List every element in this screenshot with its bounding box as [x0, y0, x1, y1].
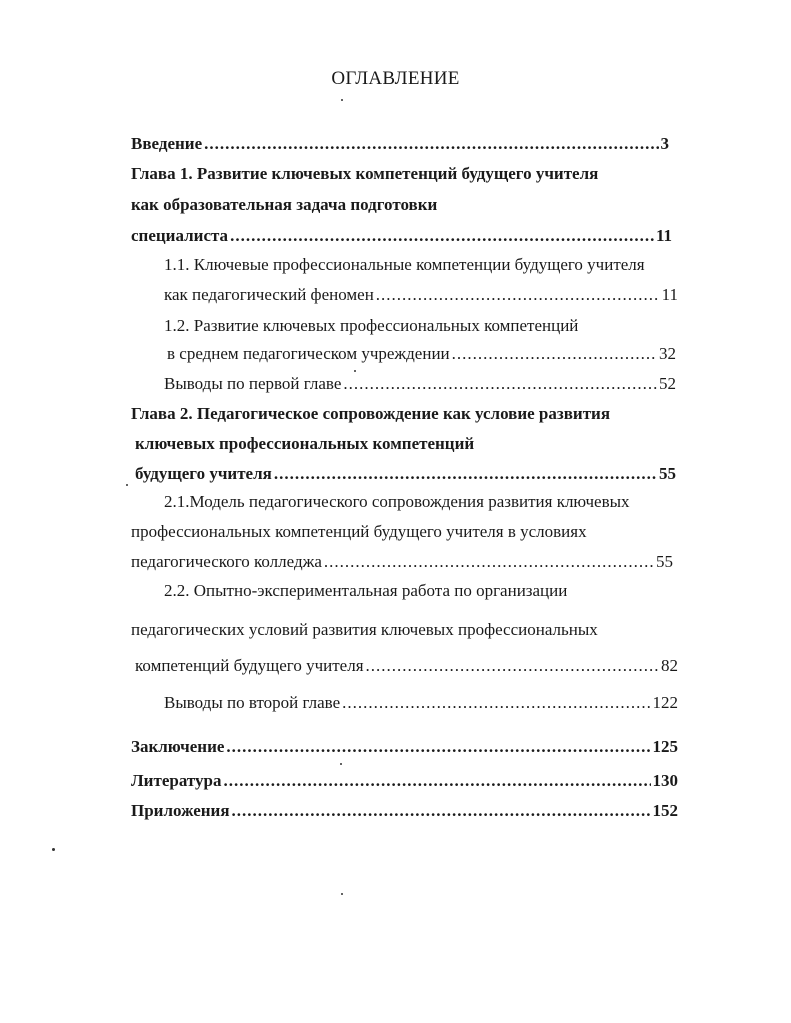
toc-leader [223, 770, 650, 792]
toc-entry-section-1-2[interactable] [167, 343, 676, 365]
toc-entry-conclusions-2[interactable] [164, 692, 678, 714]
scan-speck [340, 763, 342, 765]
toc-entry-literature[interactable] [131, 770, 678, 792]
scan-speck [52, 848, 55, 851]
toc-entry-section-2-2[interactable] [135, 655, 678, 677]
toc-leader [274, 463, 657, 485]
toc-label: в среднем педагогическом учреждении [167, 344, 450, 363]
toc-entry-section-1-1[interactable] [164, 284, 678, 306]
page-title: ОГЛАВЛЕНИЕ [331, 68, 460, 89]
toc-label: как педагогический феномен [164, 285, 374, 304]
toc-entry-chapter1[interactable] [131, 225, 672, 247]
toc-section-2-2-line2[interactable]: педагогических условий развития ключевых профессиональных [131, 620, 598, 639]
toc-label: Литература [131, 771, 222, 790]
toc-entry-appendix[interactable] [131, 800, 678, 822]
toc-label: Заключение [131, 737, 225, 756]
toc-label: педагогического колледжа [131, 552, 322, 571]
toc-chapter1-line1[interactable]: Глава 1. Развитие ключевых компетенций будущего учителя [131, 164, 599, 183]
toc-page-number: 52 [659, 374, 676, 393]
toc-leader [343, 373, 657, 395]
toc-leader [376, 284, 660, 306]
toc-page-number: 82 [661, 656, 678, 675]
toc-label: компетенций будущего учителя [135, 656, 364, 675]
toc-page-number: 32 [659, 344, 676, 363]
toc-leader [324, 551, 654, 573]
toc-page-number: 55 [659, 464, 676, 483]
toc-section-1-2-line1[interactable]: 1.2. Развитие ключевых профессиональных компетенций [164, 316, 579, 335]
toc-label: будущего учителя [135, 464, 272, 483]
toc-entry-conclusions-1[interactable] [164, 373, 676, 395]
toc-page-number: 152 [652, 801, 678, 820]
toc-page-number: 11 [655, 226, 672, 245]
toc-page-number: 55 [656, 552, 673, 571]
toc-label: Выводы по второй главе [164, 693, 341, 712]
toc-label: Выводы по первой главе [164, 374, 342, 393]
toc-leader [230, 225, 654, 247]
toc-chapter2-line1[interactable]: Глава 2. Педагогическое сопровождение как условие развития [131, 404, 611, 423]
toc-entry-conclusion[interactable] [131, 736, 678, 758]
toc-label: Введение [131, 134, 203, 153]
toc-chapter1-line2[interactable]: как образовательная задача подготовки [131, 195, 438, 214]
scan-speck [341, 99, 343, 101]
toc-label: Приложения [131, 801, 230, 820]
toc-leader [232, 800, 651, 822]
toc-page-number: 3 [660, 134, 669, 153]
toc-chapter2-line2[interactable]: ключевых профессиональных компетенций [135, 434, 475, 453]
toc-section-2-2-line1[interactable]: 2.2. Опытно-экспериментальная работа по организации [164, 581, 568, 600]
toc-entry-chapter2[interactable] [135, 463, 676, 485]
toc-label: специалиста [131, 226, 229, 245]
scan-speck [354, 370, 356, 372]
toc-entry-intro[interactable] [131, 133, 669, 155]
toc-page-number: 122 [652, 693, 678, 712]
toc-leader [366, 655, 659, 677]
toc-section-2-1-line1[interactable]: 2.1.Модель педагогического сопровождения развития ключевых [164, 492, 630, 511]
toc-leader [204, 133, 658, 155]
scan-speck [341, 893, 343, 895]
toc-section-2-1-line2[interactable]: профессиональных компетенций будущего учителя в условиях [131, 522, 587, 541]
scan-speck [126, 484, 128, 486]
toc-section-1-1-line1[interactable]: 1.1. Ключевые профессиональные компетенции будущего учителя [164, 255, 645, 274]
toc-leader [342, 692, 650, 714]
toc-page-number: 125 [652, 737, 678, 756]
toc-leader [226, 736, 650, 758]
toc-entry-section-2-1[interactable] [131, 551, 673, 573]
toc-page-number: 11 [661, 285, 678, 304]
toc-leader [452, 343, 657, 365]
toc-page-number: 130 [652, 771, 678, 790]
